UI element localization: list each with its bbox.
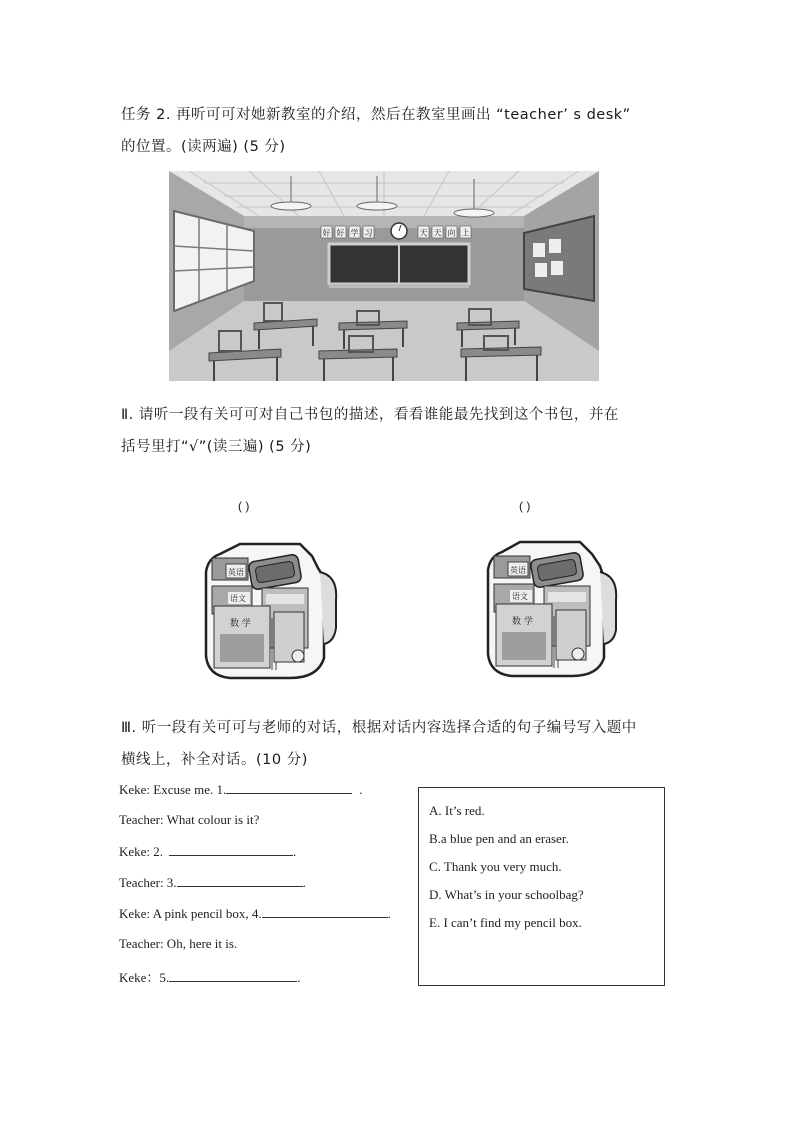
banner-char: 习 xyxy=(364,228,373,238)
dialogue-speaker: Keke: 2. xyxy=(119,844,164,859)
answer-blank-1[interactable] xyxy=(226,781,352,794)
answer-blank-2[interactable] xyxy=(169,843,293,856)
section3-instruction-line2: 横线上，补全对话。(10 分) xyxy=(121,752,308,768)
option-e: E. I can’t find my pencil box. xyxy=(429,915,582,930)
dialogue-punct: . xyxy=(293,844,297,859)
dialogue-line-1 xyxy=(119,781,362,798)
dialogue-speaker: Keke: Excuse me. 1. xyxy=(119,782,227,797)
answer-blank-5[interactable] xyxy=(169,969,297,982)
schoolbag-option-b[interactable] xyxy=(482,538,620,680)
answer-blank-4[interactable] xyxy=(262,905,388,918)
options-box xyxy=(418,787,665,986)
answer-bracket-left[interactable]: ( ) xyxy=(238,499,250,513)
section3-instruction-line1: Ⅲ. 听一段有关可可与老师的对话，根据对话内容选择合适的句子编号写入题中 xyxy=(121,720,637,736)
schoolbag-icon xyxy=(200,538,340,680)
answer-blank-3[interactable] xyxy=(177,874,303,887)
dialogue-line-5 xyxy=(119,905,391,922)
math-book-label: 数 学 xyxy=(230,619,251,629)
banner-char: 学 xyxy=(350,228,359,238)
schoolbag-icon xyxy=(482,538,620,680)
classroom-drawing xyxy=(169,171,599,381)
dialogue-line-6 xyxy=(119,936,237,952)
task2-instruction-line1: 任务 2. 再听可可对她新教室的介绍，然后在教室里画出 “teacher’ s desk” xyxy=(121,107,631,123)
answer-bracket-right[interactable]: ( ) xyxy=(519,499,531,513)
dialogue-line-4 xyxy=(119,874,306,891)
section2-instruction-line2: 括号里打“√”(读三遍) (5 分) xyxy=(121,439,312,455)
english-book-label: 英语 xyxy=(510,566,526,575)
banner-char: 向 xyxy=(447,228,456,238)
dialogue-punct: . xyxy=(359,782,363,797)
banner-char: 上 xyxy=(461,228,470,238)
classroom-illustration[interactable] xyxy=(169,171,599,381)
dialogue-line-2 xyxy=(119,812,259,828)
dialogue-speaker: Teacher: 3. xyxy=(119,875,177,890)
option-a: A. It’s red. xyxy=(429,803,485,818)
dialogue-punct: . xyxy=(387,906,391,921)
chinese-book-label: 语文 xyxy=(230,594,246,603)
dialogue-line-7 xyxy=(119,967,300,986)
schoolbag-option-a[interactable] xyxy=(200,538,340,680)
dialogue-speaker: Keke：5. xyxy=(119,970,170,985)
dialogue-speaker: Keke: A pink pencil box, 4. xyxy=(119,906,262,921)
english-book-label: 英语 xyxy=(228,568,244,577)
dialogue-speaker: Teacher: What colour is it? xyxy=(119,812,260,827)
math-book-label: 数 学 xyxy=(512,617,533,627)
dialogue-line-3 xyxy=(119,843,296,860)
banner-char: 天 xyxy=(419,228,428,238)
option-c: C. Thank you very much. xyxy=(429,859,562,874)
dialogue-speaker: Teacher: Oh, here it is. xyxy=(119,936,238,951)
banner-char: 好 xyxy=(322,228,331,238)
option-b: B.a blue pen and an eraser. xyxy=(429,831,569,846)
task2-instruction-line2: 的位置。(读两遍) (5 分) xyxy=(121,139,286,155)
option-d: D. What’s in your schoolbag? xyxy=(429,887,584,902)
banner-char: 好 xyxy=(336,228,345,238)
section2-instruction-line1: Ⅱ. 请听一段有关可可对自己书包的描述，看看谁能最先找到这个书包，并在 xyxy=(121,407,619,423)
chinese-book-label: 语文 xyxy=(512,592,528,601)
banner-char: 天 xyxy=(433,228,442,238)
dialogue-punct: . xyxy=(297,970,301,985)
dialogue-punct: . xyxy=(302,875,306,890)
